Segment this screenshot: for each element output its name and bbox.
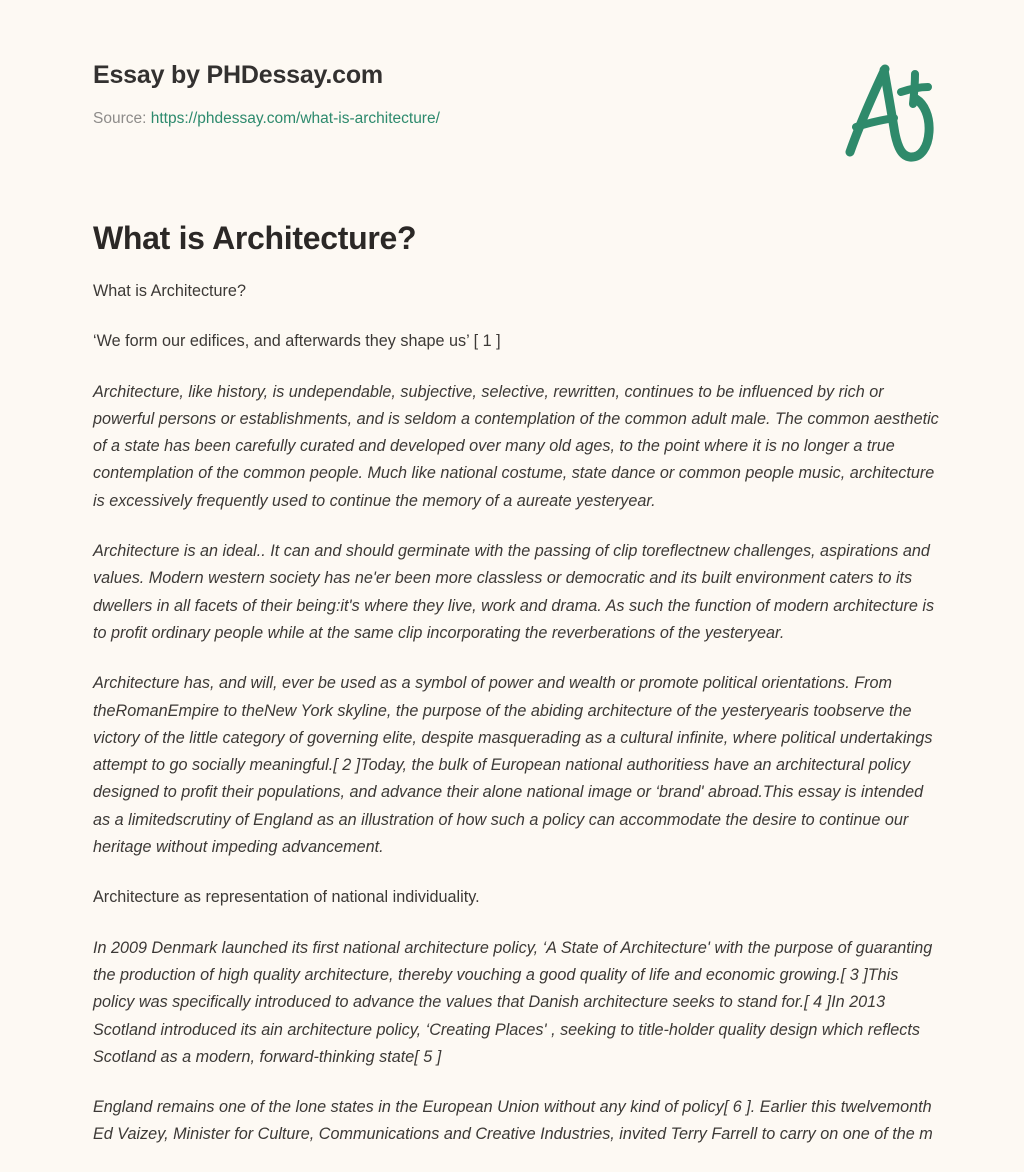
paragraph-p2: Architecture is an ideal.. It can and should germinate with the passing of clip toreflectnew challenges, aspirations and values. Modern western society has ne'er been more classless or democratic and its built environment caters to its dwellers in all facets of their being:it's where they live, work and drama. As such the function of modern architecture is to profit ordinary people while at the same clip incorporating the reverberations of the yesteryear. bbox=[93, 542, 935, 642]
source-label: Source: bbox=[93, 110, 147, 127]
paragraph-quote: ‘We form our edifices, and afterwards they shape us’ [ 1 ] bbox=[93, 332, 501, 351]
document-body bbox=[93, 278, 941, 1172]
paragraph-p5: England remains one of the lone states in the European Union without any kind of policy[ 6 ]. Earlier this twelvemonth Ed Vaizey, Minister for Culture, Communications and Creative Industries, invited Terry Farrell to carry on one of the m bbox=[93, 1098, 933, 1144]
paragraph-p1: Architecture, like history, is undependable, subjective, selective, rewritten, continues to be influenced by rich or powerful persons or establishments, and is seldom a contemplation of the common adult male. The common aesthetic of a state has been carefully curated and developed over many old ages, to the point where it is no longer a true contemplation of the common people. Much like national costume, state dance or common people music, architecture is excessively frequently used to continue the memory of a aureate yesteryear. bbox=[93, 382, 939, 510]
paragraph-p4: In 2009 Denmark launched its first national architecture policy, ‘A State of Architecture' with the purpose of guaranting the production of high quality architecture, thereby vouching a good quality of life and economic growing.[ 3 ]This policy was specifically introduced to advance the values that Danish architecture seeks to stand for.[ 4 ]In 2013 Scotland introduced its ain architecture policy, ‘Creating Places' , seeking to title-holder quality design which reflects Scotland as a modern, forward-thinking state[ 5 ] bbox=[93, 938, 933, 1066]
source-url-link[interactable]: https://phdessay.com/what-is-architecture/ bbox=[150, 110, 440, 127]
paragraph-section-heading: Architecture as representation of national individuality. bbox=[93, 888, 480, 907]
a-plus-handwritten-icon bbox=[822, 52, 952, 172]
paragraph-heading-repeat: What is Architecture? bbox=[93, 282, 246, 300]
paragraph-p3: Architecture has, and will, ever be used as a symbol of power and wealth or promote political orientations. From theRomanEmpire to theNew York skyline, the purpose of the abiding architecture of the yesteryearis toobserve the victory of the little category of governing elite, despite masquerading as a cultural infinite, where political undertakings attempt to go socially meaningful.[ 2 ]Today, the bulk of European national authoritiess have an architectural policy designed to profit their populations, and advance their alone national image or ‘brand' abroad.This essay is intended as a limitedscrutiny of England as an illustration of how such a policy can accommodate the desire to continue our heritage without impeding advancement. bbox=[93, 674, 933, 857]
phdessay-logo[interactable] bbox=[822, 52, 952, 172]
page-title: What is Architecture? bbox=[93, 220, 417, 256]
brand-title: Essay by PHDessay.com bbox=[93, 61, 383, 89]
